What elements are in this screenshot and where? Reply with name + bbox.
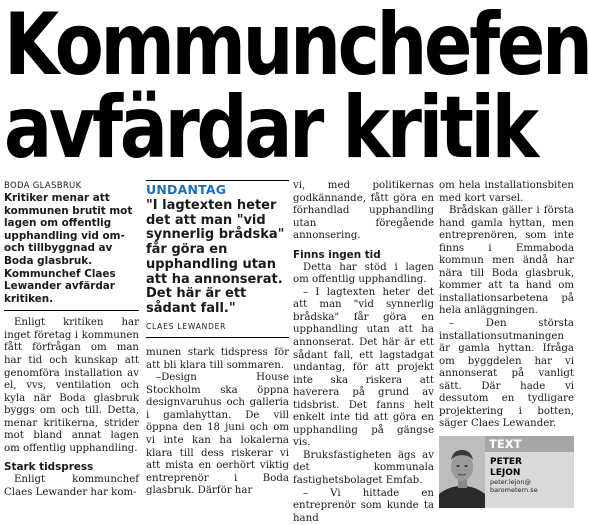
reporter-name: PETER LEJON: [490, 457, 522, 478]
column-1: [4, 180, 139, 499]
reporter-email[interactable]: peter.lejon@ barometern.se: [490, 478, 538, 494]
column-2: [146, 180, 289, 498]
divider: [4, 310, 139, 311]
body-paragraph: –Design House Stockholm ska öppna designvaruhus och galleria i gamlahyttan. De vill öppna den 18 juni och om vi inte kan ha lokalerna klara till dess riskerar vi att mista en oerhört viktig entreprenör i Boda glasbruk. Därför har: [146, 372, 289, 497]
body-paragraph: Brådskan gäller i första hand gamla hyttan, men entreprenören, som inte finns i Emmaboda kommun men ändå har nära till Boda glasbruk, kommer att ta hand om installationsarbetena på hela anläggningen.: [439, 205, 574, 317]
body-paragraph: Enligt kritiken har inget företag i kommunen fått förfrågan om man har tid och kunskap att genomföra installation av el, vvs, ventilation och kyla när Boda glasbruk byggs om och till. Detta, menar kritikerna, strider mot bland annat lagen om offentlig upphandling.: [4, 317, 139, 454]
subhead-stark-tidspress: Stark tidspress: [4, 461, 94, 474]
body-paragraph: Enligt kommunchef Claes Lewander har kom-: [4, 474, 139, 498]
pull-quote-tag: UNDANTAG: [146, 182, 227, 197]
pull-quote-text: "I lagtexten heter det att man "vid synnerlig brådska" får göra en upphandling utan att ha annonserat. Det här är ett sådant fall.": [146, 198, 285, 316]
kicker: BODA GLASBRUK: [4, 181, 82, 191]
headline-line-2: avfärdar kritik: [4, 78, 536, 178]
pull-quote: [146, 180, 289, 338]
headline-line-1: Kommunchefen: [4, 0, 589, 95]
body-paragraph: – Vi hittade en entreprenör som kunde ta hand: [293, 487, 434, 524]
byline-box: [439, 436, 574, 508]
pull-quote-author: CLAES LEWANDER: [146, 321, 227, 331]
body-paragraph: Detta har stöd i lagen om offentlig upphandling.: [293, 261, 434, 286]
reporter-photo: [439, 436, 485, 508]
ingress: Kritiker menar att kommunen brutit mot lagen om offentlig upphandling vid om- och tillbyggnad av Boda glasbruk. Kommunchef Claes Lewander avfärdar kritiken.: [4, 192, 133, 305]
body-paragraph: – I lagtexten heter det att man "vid synnerlig brådska" får göra en upphandling utan att ha annonserat. Det här är ett sådant fall, ett lagstadgat undantag, för att projekt inte ska riskera att haverera på grund av tidsbrist. Det fanns helt enkelt inte tid att göra en upphandling på gängse vis.: [293, 286, 434, 449]
body-paragraph: – Den största installationsutmaningen är gamla hyttan. Ifråga om byggdelen har vi annonserat på vanligt sätt. Där hade vi dessutom en tydligare projektering i botten, säger Claes Lewander.: [439, 318, 574, 430]
body-paragraph: Bruksfastigheten ägs av det kommunala fastighetsbolaget Emfab.: [293, 449, 434, 487]
subhead-finns-ingen-tid: Finns ingen tid: [293, 248, 381, 261]
byline-tag: TEXT: [439, 436, 574, 452]
column-4: [439, 180, 574, 431]
body-paragraph: vi, med politikernas godkännande, fått göra en förhandlad upphandling utan föregående annonsering.: [293, 180, 434, 242]
column-3: [293, 180, 434, 525]
body-paragraph: om hela installationsbiten med kort varsel.: [439, 180, 574, 204]
body-paragraph: munen stark tidspress för att bli klara till sommaren.: [146, 347, 289, 371]
